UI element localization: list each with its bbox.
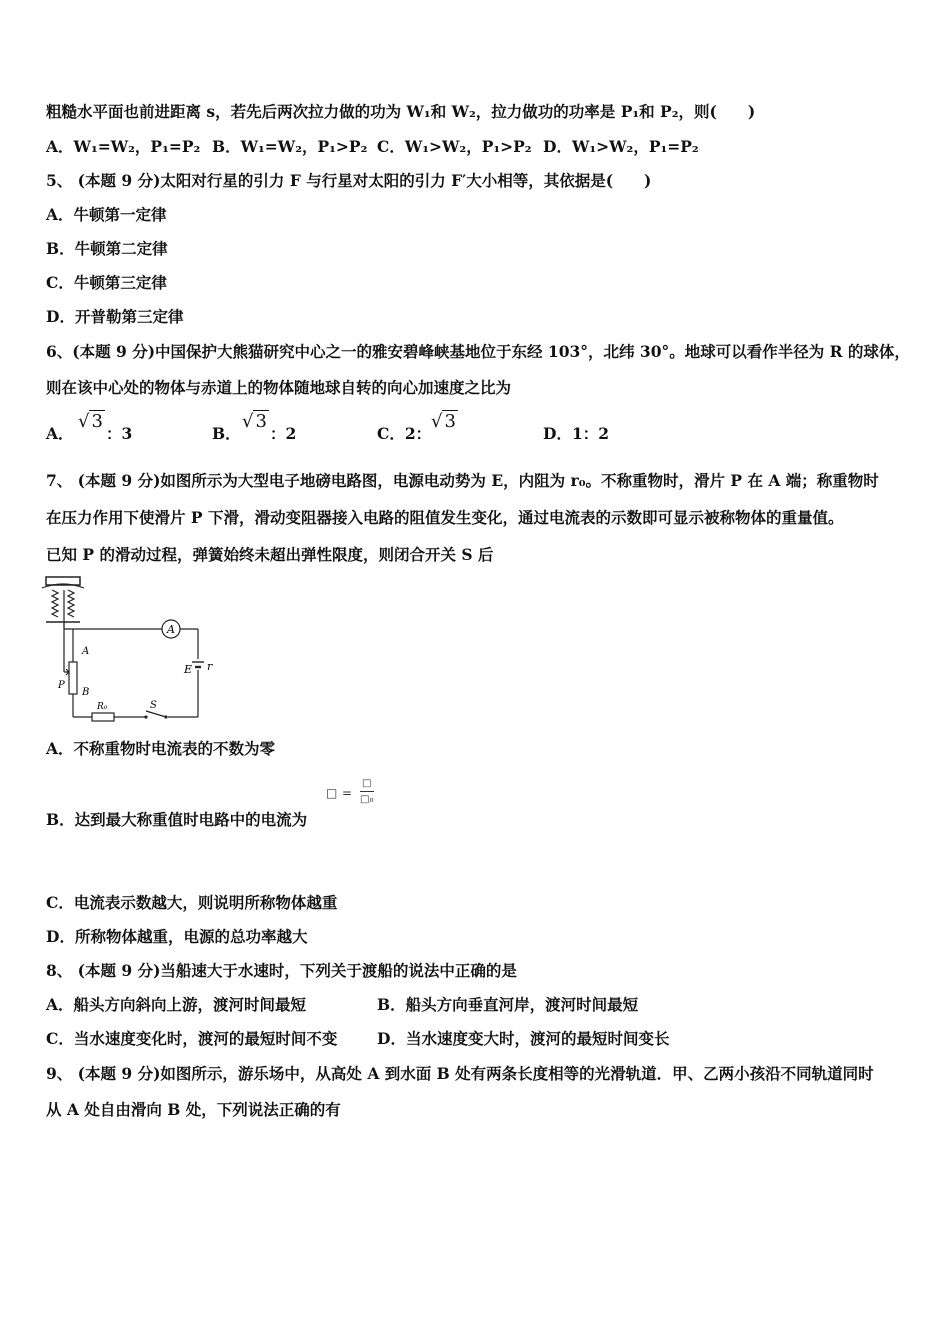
svg-text:R₀: R₀: [97, 702, 108, 712]
q4-option-b[interactable]: B．W₁=W₂，P₁>P₂: [212, 137, 368, 156]
svg-text:B: B: [82, 687, 90, 698]
svg-text:P: P: [58, 680, 65, 691]
q7-option-c[interactable]: C．电流表示数越大，则说明所称物体越重: [46, 893, 338, 912]
svg-text:r: r: [207, 660, 213, 673]
q7-option-d[interactable]: D．所称物体越重，电源的总功率越大: [46, 927, 308, 946]
svg-text:E: E: [184, 663, 193, 676]
q6-option-c[interactable]: C．2： √ 3: [377, 411, 456, 443]
q7-stem-line2: 在压力作用下使滑片 P 下滑，滑动变阻器接入电路的阻值发生变化，通过电流表的示数即可显示被称物体的重量值。: [46, 508, 844, 527]
q5-option-a[interactable]: A．牛顿第一定律: [46, 205, 167, 224]
switch: [146, 711, 166, 717]
q8-option-a[interactable]: A．船头方向斜向上游，渡河时间最短: [46, 995, 307, 1014]
q6-option-d[interactable]: D．1：2: [543, 424, 610, 443]
q4-option-a[interactable]: A．W₁=W₂，P₁=P₂: [46, 137, 201, 156]
sqrt-symbol: √ 3: [78, 411, 103, 432]
q8-option-b[interactable]: B．船头方向垂直河岸，渡河时间最短: [377, 995, 639, 1014]
rheostat: [69, 662, 77, 694]
q4-stem: 粗糙水平面也前进距离 s，若先后两次拉力做的功为 W₁和 W₂，拉力做功的功率是 P₁和 P₂，则( ): [46, 102, 756, 121]
slider-arrow: [64, 669, 69, 675]
spring-left: [52, 590, 58, 617]
q5-option-c[interactable]: C．牛顿第三定律: [46, 273, 167, 292]
q9-stem-line1: 9、 (本题 9 分)如图所示，游乐场中，从高处 A 到水面 B 处有两条长度相等的光滑轨道．甲、乙两小孩沿不同轨道同时: [46, 1064, 874, 1083]
q6-stem-line2: 则在该中心处的物体与赤道上的物体随地球自转的向心加速度之比为: [46, 378, 512, 397]
sqrt-symbol: √ 3: [431, 411, 456, 432]
q9-stem-line2: 从 A 处自由滑向 B 处，下列说法正确的有: [46, 1100, 341, 1119]
q8-option-c[interactable]: C．当水速度变化时，渡河的最短时间不变: [46, 1029, 338, 1048]
svg-text:S: S: [150, 700, 157, 711]
q5-option-b[interactable]: B．牛顿第二定律: [46, 239, 168, 258]
q7-stem-line1: 7、 (本题 9 分)如图所示为大型电子地磅电路图，电源电动势为 E，内阻为 r₀。不称重物时，滑片 P 在 A 端；称重物时: [46, 471, 879, 490]
sqrt-symbol: √ 3: [242, 411, 267, 432]
svg-text:A: A: [167, 623, 175, 636]
circuit-diagram: [40, 574, 220, 724]
spring-right: [68, 590, 74, 617]
q7-stem-line3: 已知 P 的滑动过程，弹簧始终未超出弹性限度，则闭合开关 S 后: [46, 545, 494, 564]
svg-text:A: A: [82, 646, 90, 657]
q7-option-a[interactable]: A．不称重物时电流表的不数为零: [46, 739, 276, 758]
q7-option-b[interactable]: B．达到最大称重值时电路中的电流为: [46, 810, 308, 829]
resistor-r0: [92, 713, 114, 721]
q4-option-c[interactable]: C．W₁>W₂，P₁>P₂: [377, 137, 532, 156]
q8-option-d[interactable]: D．当水速度变大时，渡河的最短时间变长: [377, 1029, 670, 1048]
q6-stem-line1: 6、(本题 9 分)中国保护大熊猫研究中心之一的雅安碧峰峡基地位于东经 103°，北纬 30°。地球可以看作半径为 R 的球体，: [46, 342, 910, 361]
q4-option-d[interactable]: D．W₁>W₂，P₁=P₂: [543, 137, 699, 156]
q8-stem: 8、 (本题 9 分)当船速大于水速时，下列关于渡船的说法中正确的是: [46, 961, 517, 980]
q5-option-d[interactable]: D．开普勒第三定律: [46, 307, 184, 326]
q6-option-b[interactable]: B． √ 3 ：2: [212, 411, 297, 443]
q6-option-a[interactable]: A． √ 3 ：3: [46, 411, 133, 443]
q5-stem: 5、 (本题 9 分)太阳对行星的引力 F 与行星对太阳的引力 F′大小相等，其依据是( ): [46, 171, 652, 190]
